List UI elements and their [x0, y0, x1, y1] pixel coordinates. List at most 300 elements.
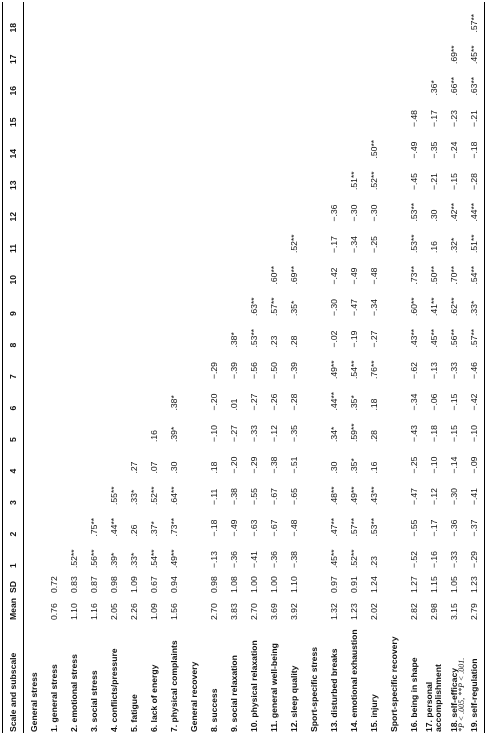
correlation-cell: .76**	[368, 360, 379, 379]
correlation-cell: .43**	[408, 328, 419, 348]
correlation-cell	[104, 191, 124, 223]
correlation-cell	[84, 97, 104, 129]
mean-cell: 2.98	[428, 603, 439, 620]
correlation-cell	[244, 160, 264, 192]
correlation-cell	[124, 34, 144, 66]
correlation-cell	[64, 34, 84, 66]
correlation-cell: .49**	[348, 486, 359, 505]
table-row	[344, 2, 364, 733]
subscale-label: 13. disturbed breaks	[328, 648, 339, 732]
correlation-cell	[44, 97, 64, 129]
correlation-cell	[164, 2, 184, 34]
correlation-cell: .39*	[168, 426, 179, 442]
subscale-label: 5. fatigue	[128, 694, 139, 732]
sd-cell: 1.23	[464, 569, 485, 594]
correlation-cell: .18	[208, 461, 219, 474]
correlation-cell: .70**	[448, 265, 459, 285]
sd-cell: 1.08	[228, 576, 239, 593]
correlation-cell: .30	[168, 461, 179, 474]
correlation-cell: −.34	[408, 393, 419, 411]
correlation-cell: .16	[428, 241, 439, 253]
correlation-cell: −.48	[408, 110, 419, 127]
subscale-label: 7. physical complaints	[168, 640, 179, 732]
correlation-cell	[144, 34, 164, 66]
correlation-cell: −.27	[248, 393, 259, 411]
correlation-cell: −.24	[448, 141, 459, 159]
correlation-cell	[344, 2, 364, 34]
correlation-cell: −.27	[228, 425, 239, 442]
correlation-cell	[164, 349, 184, 381]
sd-cell: 1.24	[368, 576, 379, 593]
correlation-cell: −.43	[408, 425, 419, 442]
correlation-cell: .44**	[108, 517, 119, 537]
correlation-cell: −.20	[208, 393, 219, 411]
correlation-cell	[64, 160, 84, 192]
correlation-cell: −.50	[268, 362, 279, 379]
header-col-16: 16	[3, 65, 24, 97]
correlation-cell	[244, 34, 264, 66]
table-row	[244, 2, 264, 733]
correlation-cell	[84, 191, 104, 223]
correlation-cell	[164, 191, 184, 223]
correlation-cell: −.48	[368, 267, 379, 285]
correlation-cell: −.30	[328, 299, 339, 316]
correlation-cell: .16	[368, 461, 379, 474]
header-col-11: 11	[3, 223, 24, 255]
correlation-cell: −.18	[208, 519, 219, 537]
subscale-label: 12. sleep quality	[288, 665, 299, 732]
mean-cell: 3.83	[228, 603, 239, 620]
correlation-cell: −.12	[428, 488, 439, 505]
correlation-cell	[444, 2, 464, 34]
correlation-cell: .01	[228, 398, 239, 411]
correlation-cell: .49**	[168, 549, 179, 568]
correlation-cell	[164, 34, 184, 66]
correlation-cell	[84, 34, 104, 66]
correlation-cell	[124, 128, 144, 160]
correlation-cell: −.42	[464, 380, 485, 412]
table-row	[144, 2, 164, 733]
correlation-cell	[244, 223, 264, 255]
correlation-cell: .23	[268, 335, 279, 348]
table-row	[64, 2, 84, 733]
correlation-cell	[324, 34, 344, 66]
correlation-cell	[64, 97, 84, 129]
mean-cell: 1.16	[88, 603, 99, 620]
correlation-cell: .42**	[448, 202, 459, 222]
correlation-cell: .57**	[268, 297, 279, 316]
correlation-cell: .33*	[464, 286, 485, 318]
header-col-18: 18	[3, 2, 24, 34]
subscale-label: 11. general well-being	[268, 643, 279, 732]
sd-cell: 1.00	[248, 576, 259, 593]
subscale-label: 17. personal accomplishment	[423, 664, 443, 732]
correlation-cell	[224, 2, 244, 34]
correlation-cell	[204, 317, 224, 349]
correlation-cell	[84, 128, 104, 160]
mean-cell: 2.79	[464, 594, 485, 621]
subscale-label: 8. success	[208, 688, 219, 732]
header-mean: Mean	[3, 594, 24, 621]
correlation-cell	[64, 412, 84, 444]
header-col-2: 2	[3, 506, 24, 538]
correlation-cell	[144, 223, 164, 255]
correlation-cell: .56**	[88, 549, 99, 568]
sd-cell: 0.67	[148, 576, 159, 593]
correlation-cell: .39*	[108, 552, 119, 568]
correlation-cell: −.67	[268, 488, 279, 505]
correlation-cell	[104, 412, 124, 444]
correlation-cell: −.51	[288, 456, 299, 474]
correlation-cell: −.38	[228, 488, 239, 505]
correlation-cell	[64, 506, 84, 538]
correlation-cell	[264, 65, 284, 97]
correlation-cell: .63**	[464, 65, 485, 97]
correlation-cell	[244, 97, 264, 129]
header-sd: SD	[3, 569, 24, 594]
subscale-label: 15. injury	[368, 694, 379, 732]
correlation-cell: .49**	[328, 360, 339, 379]
mean-cell: 1.09	[148, 603, 159, 620]
correlation-cell	[324, 160, 344, 192]
correlation-cell: .52**	[68, 549, 79, 568]
correlation-cell: .35*	[288, 300, 299, 316]
correlation-cell	[64, 349, 84, 381]
correlation-cell: −.12	[268, 425, 279, 442]
correlation-cell	[144, 160, 164, 192]
correlation-cell	[284, 191, 304, 223]
correlation-cell	[44, 506, 64, 538]
correlation-cell: −.15	[448, 393, 459, 411]
correlation-cell	[324, 2, 344, 34]
section-heading-row	[304, 2, 324, 733]
correlation-cell: −.17	[428, 519, 439, 537]
correlation-cell	[244, 2, 264, 34]
correlation-cell: −.33	[248, 425, 259, 442]
correlation-cell: .48**	[328, 486, 339, 505]
correlation-cell	[104, 254, 124, 286]
correlation-cell	[284, 65, 304, 97]
mean-cell: 2.02	[368, 603, 379, 620]
correlation-cell	[224, 34, 244, 66]
correlation-cell	[84, 412, 104, 444]
correlation-cell	[404, 2, 424, 34]
correlation-cell: −.33	[448, 551, 459, 568]
correlation-cell: −.49	[228, 519, 239, 537]
correlation-cell	[244, 254, 264, 286]
correlation-cell: .53**	[368, 517, 379, 537]
correlation-cell: .45**	[464, 34, 485, 66]
sd-cell: 1.10	[288, 576, 299, 593]
correlation-cell	[124, 160, 144, 192]
subscale-label: 2. emotional stress	[68, 654, 79, 732]
correlation-cell	[284, 97, 304, 129]
correlation-cell	[44, 443, 64, 475]
correlation-cell	[104, 443, 124, 475]
sd-cell: 0.72	[48, 576, 59, 593]
correlation-cell: −.06	[428, 393, 439, 411]
correlation-cell	[64, 286, 84, 318]
correlation-cell	[84, 65, 104, 97]
correlation-cell: .30	[428, 209, 439, 222]
correlation-cell: .51**	[464, 223, 485, 255]
correlation-cell: .34*	[328, 426, 339, 442]
correlation-cell	[204, 2, 224, 34]
correlation-cell: .57**	[348, 517, 359, 537]
correlation-cell	[84, 223, 104, 255]
section-heading: Sport-specific recovery	[388, 636, 399, 732]
correlation-cell	[44, 34, 64, 66]
correlation-cell: .52**	[148, 486, 159, 505]
table-row	[124, 2, 144, 733]
correlation-cell: −.36	[328, 204, 339, 222]
correlation-cell: .38*	[168, 395, 179, 411]
correlation-cell: −.29	[208, 362, 219, 379]
correlation-cell	[284, 34, 304, 66]
correlation-cell: .50**	[368, 139, 379, 159]
correlation-cell: −.65	[288, 488, 299, 505]
correlation-cell	[144, 286, 164, 318]
table-row	[224, 2, 244, 733]
correlation-cell	[144, 317, 164, 349]
correlation-cell: .52**	[348, 549, 359, 568]
subscale-label: 14. emotional exhaustion	[348, 629, 359, 732]
header-col-1: 1	[3, 538, 24, 570]
section-heading: General recovery	[188, 661, 199, 732]
correlation-cell	[324, 128, 344, 160]
correlation-cell	[124, 380, 144, 412]
correlation-cell	[44, 128, 64, 160]
header-col-7: 7	[3, 349, 24, 381]
correlation-cell: −.18	[428, 425, 439, 442]
correlation-cell: .27	[128, 461, 139, 474]
table-row	[284, 2, 304, 733]
correlation-cell	[64, 191, 84, 223]
correlation-cell: .26	[128, 524, 139, 537]
correlation-cell	[224, 65, 244, 97]
correlation-cell	[84, 2, 104, 34]
correlation-cell: .52**	[368, 171, 379, 190]
correlation-cell	[124, 191, 144, 223]
correlation-cell: .63**	[248, 297, 259, 316]
correlation-cell	[44, 223, 64, 255]
correlation-cell: −.47	[348, 299, 359, 316]
table-row	[264, 2, 284, 733]
subscale-label: 4. conflicts/pressure	[108, 648, 119, 732]
correlation-cell: −.29	[248, 456, 259, 474]
correlation-cell	[44, 380, 64, 412]
correlation-cell	[144, 191, 164, 223]
correlation-cell: −.29	[464, 538, 485, 570]
correlation-cell: .41**	[428, 297, 439, 316]
correlation-cell: .16	[148, 430, 159, 442]
correlation-cell	[204, 286, 224, 318]
table-row	[84, 2, 104, 733]
correlation-cell: −.13	[208, 551, 219, 568]
correlation-cell: −.62	[408, 362, 419, 379]
correlation-cell	[244, 128, 264, 160]
table-row	[444, 2, 464, 733]
correlation-cell	[364, 97, 384, 129]
correlation-cell: .69**	[288, 265, 299, 285]
correlation-cell	[44, 160, 64, 192]
mean-cell: 1.56	[168, 603, 179, 620]
correlation-cell: .55**	[108, 486, 119, 505]
mean-cell: 0.76	[48, 603, 59, 620]
correlation-cell: −.35	[288, 425, 299, 442]
correlation-cell	[284, 128, 304, 160]
correlation-cell	[224, 97, 244, 129]
correlation-cell	[44, 191, 64, 223]
correlation-cell	[264, 191, 284, 223]
correlation-cell	[64, 380, 84, 412]
correlation-cell	[84, 475, 104, 507]
correlation-cell: .75**	[88, 517, 99, 537]
section-heading-row	[184, 2, 204, 733]
table-row	[44, 2, 64, 733]
correlation-cell: −.36	[448, 519, 459, 537]
correlation-cell: .56**	[448, 328, 459, 348]
table-row	[324, 2, 344, 733]
correlation-cell	[344, 65, 364, 97]
mean-cell: 2.26	[128, 603, 139, 620]
correlation-cell	[164, 97, 184, 129]
mean-cell: 2.05	[108, 603, 119, 620]
sd-cell: 0.83	[68, 576, 79, 593]
correlation-cell	[104, 65, 124, 97]
correlation-cell	[164, 65, 184, 97]
correlation-cell: −.38	[288, 551, 299, 568]
correlation-cell: .50**	[428, 265, 439, 285]
sd-cell: 1.15	[428, 576, 439, 593]
correlation-cell	[124, 254, 144, 286]
mean-cell: 1.23	[348, 603, 359, 620]
correlation-cell	[264, 160, 284, 192]
correlation-cell	[404, 34, 424, 66]
correlation-cell	[124, 223, 144, 255]
table-row	[104, 2, 124, 733]
correlation-cell	[144, 65, 164, 97]
correlation-cell	[144, 380, 164, 412]
correlation-cell	[144, 97, 164, 129]
correlation-cell	[204, 97, 224, 129]
correlation-cell	[344, 97, 364, 129]
correlation-cell	[44, 2, 64, 34]
header-scale: Scale and subscale	[3, 621, 24, 733]
correlation-cell	[124, 97, 144, 129]
correlation-cell: .60**	[268, 265, 279, 285]
subscale-label: 19. self-regulation	[464, 621, 485, 733]
correlation-cell	[124, 317, 144, 349]
subscale-label: 1. general stress	[48, 664, 59, 732]
correlation-cell: .28	[288, 335, 299, 348]
correlation-cell	[364, 34, 384, 66]
correlation-cell	[164, 128, 184, 160]
correlation-cell: −.39	[228, 362, 239, 379]
correlation-cell	[144, 254, 164, 286]
subscale-label: 9. social relaxation	[228, 655, 239, 732]
correlation-cell: .60**	[408, 297, 419, 316]
correlation-cell: .30	[328, 461, 339, 474]
correlation-cell: .45**	[328, 549, 339, 568]
correlation-cell	[84, 160, 104, 192]
correlation-cell	[104, 2, 124, 34]
correlation-cell	[104, 128, 124, 160]
header-col-12: 12	[3, 191, 24, 223]
correlation-cell: −.11	[208, 488, 219, 505]
correlation-cell	[264, 128, 284, 160]
correlation-cell	[64, 317, 84, 349]
header-col-6: 6	[3, 380, 24, 412]
correlation-cell: −.15	[448, 173, 459, 190]
correlation-cell	[264, 34, 284, 66]
correlation-cell: −.63	[248, 519, 259, 537]
significance-footnote: *P < .005, **P < .001.	[457, 657, 466, 732]
correlation-cell	[84, 286, 104, 318]
correlation-cell: −.37	[464, 506, 485, 538]
subscale-label: 3. social stress	[88, 670, 99, 732]
correlation-cell: −.10	[208, 425, 219, 442]
correlation-cell: .47**	[328, 517, 339, 537]
correlation-cell: −.48	[288, 519, 299, 537]
correlation-cell: −.02	[328, 330, 339, 348]
correlation-cell	[244, 65, 264, 97]
correlation-cell: .18	[368, 398, 379, 411]
correlation-cell	[104, 160, 124, 192]
correlation-cell	[204, 128, 224, 160]
correlation-cell: .07	[148, 461, 159, 474]
correlation-cell: −.42	[328, 267, 339, 285]
correlation-cell: −.17	[428, 110, 439, 127]
sd-cell: 0.98	[208, 576, 219, 593]
sd-cell: 0.98	[108, 576, 119, 593]
correlation-cell	[324, 65, 344, 97]
correlation-cell: .33*	[128, 489, 139, 505]
correlation-cell	[44, 65, 64, 97]
correlation-cell: .66**	[448, 76, 459, 96]
correlation-cell	[264, 97, 284, 129]
table-row	[164, 2, 184, 733]
correlation-cell: −.36	[228, 551, 239, 568]
correlation-cell	[264, 223, 284, 255]
correlation-cell	[64, 128, 84, 160]
header-col-8: 8	[3, 317, 24, 349]
correlation-cell	[224, 128, 244, 160]
header-col-14: 14	[3, 128, 24, 160]
correlation-cell: −.55	[408, 519, 419, 537]
mean-cell: 3.69	[268, 603, 279, 620]
correlation-cell: .59**	[348, 423, 359, 442]
correlation-cell	[64, 223, 84, 255]
table-row	[464, 2, 485, 733]
correlation-cell: −.49	[348, 267, 359, 285]
correlation-cell: −.21	[464, 97, 485, 129]
correlation-cell: .73**	[408, 265, 419, 285]
correlation-cell: .23	[368, 556, 379, 568]
mean-cell: 2.70	[248, 603, 259, 620]
correlation-cell	[144, 128, 164, 160]
correlation-cell: .53**	[408, 202, 419, 222]
correlation-cell: .52**	[288, 234, 299, 253]
correlation-cell	[164, 223, 184, 255]
subscale-label: 6. lack of energy	[148, 664, 159, 732]
correlation-cell: .57**	[464, 2, 485, 34]
subscale-label: 16. being in shape	[408, 657, 419, 732]
sd-cell: 0.87	[88, 576, 99, 593]
correlation-cell: .53**	[408, 234, 419, 253]
correlation-cell: −.52	[408, 551, 419, 568]
sd-cell: 0.91	[348, 576, 359, 593]
